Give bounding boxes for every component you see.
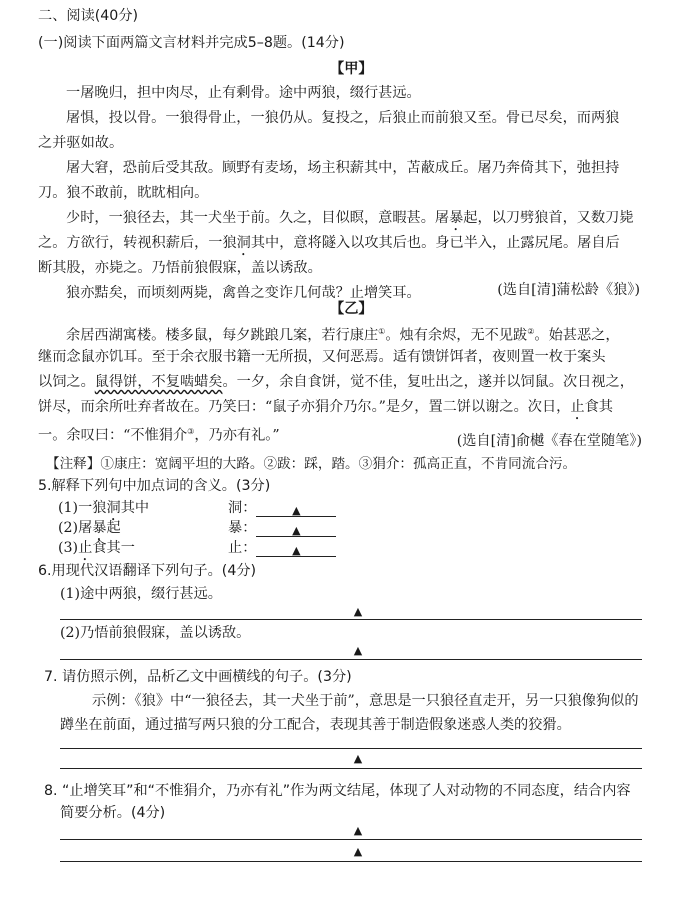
dotted-word: 洞 [106, 500, 121, 516]
text-run: 以饲之。 [38, 374, 95, 390]
answer-blank[interactable] [256, 541, 336, 557]
text-run: 饼尽，而余所吐弃者故在。乃笑曰：“鼠子亦狷介乃尔。”是夕，置二饼以谢之。次日， [38, 399, 571, 415]
text-run: 其中 [120, 500, 150, 516]
answer-triangle-icon: ▲ [292, 524, 301, 537]
passage-a-p5: 狼亦黠矣，而顷刻两毙，禽兽之变诈几何哉？止增笑耳。 [66, 285, 421, 301]
text-run: (2)屠 [58, 520, 93, 536]
part-instruction: (一)阅读下面两篇文言材料并完成5–8题。(14分) [38, 35, 345, 51]
dotted-word: 暴 [449, 210, 464, 226]
passage-a-p4-l3: 断其股，亦毙之。乃悟前狼假寐，盖以诱敌。 [38, 260, 322, 276]
q8-stem-l1: 8. “止增笑耳”和“不惟狷介，乃亦有礼”作为两文结尾，体现了人对动物的不同态度，结合内容 [44, 783, 631, 799]
answer-blank[interactable] [256, 521, 336, 537]
text-run: 起，以刀劈狼首，又数刀毙 [463, 210, 634, 226]
answer-line[interactable] [60, 619, 642, 620]
text-run: (1)一狼 [58, 500, 107, 516]
dotted-word: 洞 [236, 235, 251, 251]
passage-a-label: 【甲】 [330, 61, 373, 77]
footnote-marker: ① [378, 327, 386, 336]
passage-a-p4-l1 [66, 209, 634, 234]
q6-sentence-2: (2)乃悟前狼假寐，盖以诱敌。 [60, 625, 251, 641]
q6-stem: 6.用现代汉语翻译下列句子。(4分) [38, 563, 257, 579]
answer-line[interactable] [60, 748, 642, 749]
text-run: 少时，一狼径去，其一犬坐于前。久之，目似瞑，意暇甚。屠 [66, 210, 450, 226]
answer-label: 止： [228, 540, 257, 556]
text-run: 。烛有余烬，无不见跋 [385, 327, 528, 344]
answer-triangle-icon: ▲ [292, 544, 301, 557]
passage-b-l3 [38, 373, 634, 391]
text-run: 余居西湖寓楼。楼多鼠，每夕跳踉几案，若行康庄 [66, 327, 379, 344]
q7-example-l2: 蹲坐在前面，通过描写两只狼的分工配合，表现其善于制造假象迷惑人类的狡猾。 [60, 717, 571, 733]
q5-stem: 5.解释下列句中加点词的含义。(3分) [38, 478, 271, 494]
passage-a-p3-l1: 屠大窘，恐前后受其敌。顾野有麦场，场主积薪其中，苫蔽成丘。屠乃奔倚其下，弛担持 [66, 160, 620, 176]
dotted-word: 止 [570, 399, 585, 415]
q7-stem: 7. 请仿照示例，品析乙文中画横线的句子。(3分) [44, 669, 352, 685]
text-run: 食其 [584, 399, 613, 415]
underlined-sentence: 鼠得饼，不复啮蜡矣 [94, 374, 223, 390]
answer-triangle-icon: ▲ [353, 824, 363, 837]
text-run: 一。余叹曰：“不惟狷介 [38, 427, 188, 444]
passage-a-p2-l2: 之并驱如故。 [38, 135, 124, 151]
q5-answer-3 [228, 539, 336, 557]
dotted-word: 暴 [92, 520, 107, 536]
passage-a-p4-l2 [38, 234, 620, 259]
footnote-marker: ② [527, 327, 535, 336]
answer-line[interactable] [60, 659, 642, 660]
q5-answer-2 [228, 519, 336, 537]
annotation-notes: 【注释】①康庄：宽阔平坦的大路。②跋：踩，踏。③狷介：孤高正直，不肯同流合污。 [46, 456, 577, 472]
answer-line[interactable] [60, 861, 642, 862]
text-run: 起 [106, 520, 121, 536]
passage-b-l4 [38, 398, 613, 423]
passage-a-source: (选自[清]蒲松龄《狼》) [497, 282, 640, 298]
answer-blank[interactable] [256, 501, 336, 517]
q8-stem-l2: 简要分析。(4分) [60, 805, 166, 821]
text-run: 之。方欲行，转视积薪后，一狼 [38, 235, 237, 251]
answer-triangle-icon: ▲ [353, 752, 363, 765]
answer-label: 暴： [228, 520, 257, 536]
answer-triangle-icon: ▲ [353, 845, 363, 858]
answer-triangle-icon: ▲ [292, 504, 301, 517]
q7-example-l1: 示例：《狼》中“一狼径去，其一犬坐于前”，意思是一只狼径直走开，另一只狼像狗似的 [92, 693, 639, 709]
dotted-word: 止 [78, 540, 93, 556]
answer-label: 洞： [228, 500, 257, 516]
q5-item-3 [58, 539, 135, 564]
passage-a-p3-l2: 刀。狼不敢前，眈眈相向。 [38, 185, 209, 201]
answer-triangle-icon: ▲ [353, 605, 363, 618]
section-heading: 二、阅读(40分) [38, 8, 139, 24]
passage-a-p2-l1: 屠惧，投以骨。一狼得骨止，一狼仍从。复投之，后狼止而前狼又至。骨已尽矣，而两狼 [66, 110, 620, 126]
text-run: 其中，意将隧入以攻其后也。身已半入，止露尻尾。屠自后 [250, 235, 620, 251]
passage-b-label: 【乙】 [330, 301, 373, 317]
text-run: 。一夕，余自食饼，觉不佳，复吐出之，遂并以饲鼠。次日视之， [222, 374, 634, 390]
footnote-marker: ③ [187, 427, 195, 436]
q6-sentence-1: (1)途中两狼，缀行甚远。 [60, 586, 222, 602]
text-run: 食其一 [92, 540, 135, 556]
passage-b-l5 [38, 423, 280, 445]
text-run: 。始甚恶之， [534, 327, 620, 344]
answer-line[interactable] [60, 839, 642, 840]
q5-answer-1 [228, 499, 336, 517]
answer-triangle-icon: ▲ [353, 644, 363, 657]
passage-b-l1 [66, 323, 620, 345]
text-run: (3) [58, 540, 79, 556]
text-run: ，乃亦有礼。” [194, 427, 280, 444]
passage-b-source: (选自[清]俞樾《春在堂随笔》) [456, 433, 642, 449]
passage-b-l2: 继而念鼠亦饥耳。至于余衣服书籍一无所损，又何恶焉。适有馈饼饵者，夜则置一枚于案头 [38, 349, 606, 365]
passage-a-p1: 一屠晚归，担中肉尽，止有剩骨。途中两狼，缀行甚远。 [66, 85, 421, 101]
answer-line[interactable] [60, 768, 642, 769]
